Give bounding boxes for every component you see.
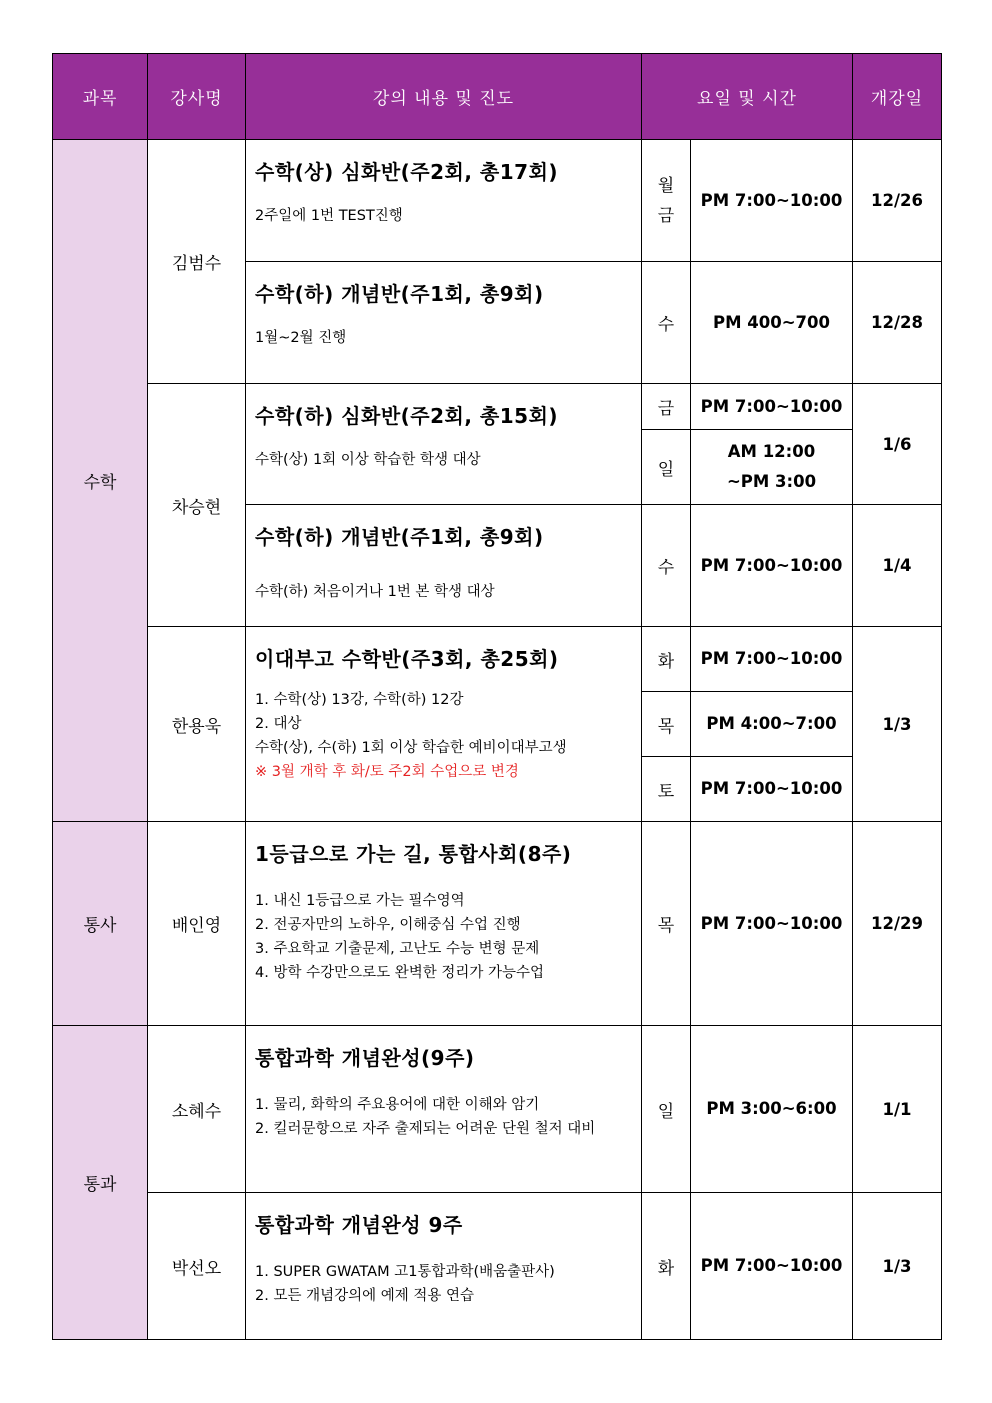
course-note: 수학(하) 처음이거나 1번 본 학생 대상 [255, 584, 495, 600]
course-notes [255, 1093, 633, 1141]
time-cell [691, 384, 853, 430]
course-notes [255, 204, 633, 228]
table-row [53, 627, 942, 692]
course-note: 1. 내신 1등급으로 가는 필수영역 [255, 893, 465, 909]
time-cell [691, 505, 853, 627]
day-label: 월 [657, 175, 675, 196]
course-note: 3. 주요학교 기출문제, 고난도 수능 변형 문제 [255, 941, 540, 957]
start-date-cell: 1/6 [853, 384, 942, 505]
day-cell: 금 [642, 384, 691, 430]
header-teacher: 강사명 [148, 54, 246, 140]
course-warning-note: ※ 3월 개학 후 화/토 주2회 수업으로 변경 [255, 764, 519, 780]
start-date-cell: 12/28 [853, 262, 942, 384]
time-label: PM 7:00~10:00 [700, 1256, 843, 1275]
course-note: 2. 킬러문항으로 자주 출제되는 어려운 단원 철저 대비 [255, 1121, 596, 1137]
course-title: 수학(하) 개념반(주1회, 총9회) [255, 525, 544, 549]
time-label: PM 4:00~7:00 [706, 714, 837, 733]
time-label: PM 7:00~10:00 [700, 913, 843, 933]
time-cell [691, 262, 853, 384]
course-cell [246, 822, 642, 1026]
course-note: 1. 수학(상) 13강, 수학(하) 12강 [255, 692, 464, 708]
course-note: 2. 전공자만의 노하우, 이해중심 수업 진행 [255, 917, 521, 933]
time-label: PM 3:00~6:00 [706, 1099, 837, 1118]
day-cell [642, 140, 691, 262]
time-label: ~PM 3:00 [726, 472, 817, 491]
header-content: 강의 내용 및 진도 [246, 54, 642, 140]
course-note: 1. SUPER GWATAM 고1통합과학(배움출판사) [255, 1264, 555, 1280]
day-cell: 목 [642, 822, 691, 1026]
course-notes [255, 688, 633, 784]
course-notes [255, 580, 633, 604]
schedule-table [52, 53, 942, 1340]
start-date-cell: 12/26 [853, 140, 942, 262]
course-title: 수학(상) 심화반(주2회, 총17회) [255, 160, 559, 184]
course-note: 1월~2월 진행 [255, 330, 347, 346]
course-cell [246, 384, 642, 505]
table-row [53, 140, 942, 262]
day-cell: 수 [642, 505, 691, 627]
teacher-cell: 소혜수 [148, 1026, 246, 1193]
day-cell: 화 [642, 1193, 691, 1340]
table-header-row [53, 54, 942, 140]
course-note: 4. 방학 수강만으로도 완벽한 정리가 가능수업 [255, 965, 545, 981]
subject-cell-science: 통과 [53, 1026, 148, 1340]
course-note: 수학(상), 수(하) 1회 이상 학습한 예비이대부고생 [255, 740, 567, 756]
day-cell: 수 [642, 262, 691, 384]
header-start-date: 개강일 [853, 54, 942, 140]
course-title: 1등급으로 가는 길, 통합사회(8주) [255, 842, 572, 866]
time-label: PM 7:00~10:00 [700, 555, 843, 575]
time-label: PM 7:00~10:00 [700, 396, 843, 416]
course-title: 통합과학 개념완성(9주) [255, 1046, 475, 1070]
teacher-cell: 한용욱 [148, 627, 246, 822]
course-note: 2. 대상 [255, 716, 302, 732]
course-cell [246, 140, 642, 262]
course-notes [255, 889, 633, 985]
time-cell [691, 757, 853, 822]
time-label: PM 7:00~10:00 [700, 649, 843, 668]
course-note: 2. 모든 개념강의에 예제 적용 연습 [255, 1288, 474, 1304]
day-cell: 일 [642, 430, 691, 505]
course-note: 1. 물리, 화학의 주요용어에 대한 이해와 암기 [255, 1097, 540, 1113]
course-notes [255, 326, 633, 350]
time-cell [691, 430, 853, 505]
teacher-cell: 박선오 [148, 1193, 246, 1340]
header-schedule: 요일 및 시간 [642, 54, 853, 140]
time-cell [691, 1193, 853, 1340]
time-label: PM 7:00~10:00 [700, 779, 843, 798]
course-title: 이대부고 수학반(주3회, 총25회) [255, 647, 559, 671]
start-date-cell: 1/4 [853, 505, 942, 627]
start-date-cell: 1/3 [853, 1193, 942, 1340]
teacher-cell: 차승현 [148, 384, 246, 627]
course-title: 통합과학 개념완성 9주 [255, 1213, 463, 1237]
course-cell [246, 262, 642, 384]
header-subject: 과목 [53, 54, 148, 140]
start-date-cell: 1/1 [853, 1026, 942, 1193]
course-notes [255, 1260, 633, 1308]
table-row [53, 1026, 942, 1193]
day-label: 금 [657, 205, 675, 226]
course-note: 수학(상) 1회 이상 학습한 학생 대상 [255, 452, 481, 468]
time-cell [691, 140, 853, 262]
time-cell [691, 627, 853, 692]
start-date-cell: 1/3 [853, 627, 942, 822]
course-cell [246, 627, 642, 822]
time-cell [691, 692, 853, 757]
course-cell [246, 505, 642, 627]
table-row [53, 822, 942, 1026]
course-title: 수학(하) 개념반(주1회, 총9회) [255, 282, 544, 306]
time-label: AM 12:00 [727, 442, 816, 461]
time-label: PM 7:00~10:00 [700, 190, 843, 210]
subject-cell-social: 통사 [53, 822, 148, 1026]
table-row [53, 1193, 942, 1340]
day-cell: 토 [642, 757, 691, 822]
day-cell: 화 [642, 627, 691, 692]
day-cell: 일 [642, 1026, 691, 1193]
teacher-cell: 김범수 [148, 140, 246, 384]
day-cell: 목 [642, 692, 691, 757]
subject-cell-math: 수학 [53, 140, 148, 822]
time-cell [691, 822, 853, 1026]
course-cell [246, 1193, 642, 1340]
course-title: 수학(하) 심화반(주2회, 총15회) [255, 404, 559, 428]
time-label: PM 400~700 [713, 312, 830, 332]
teacher-cell: 배인영 [148, 822, 246, 1026]
time-cell [691, 1026, 853, 1193]
table-row [53, 384, 942, 430]
course-cell [246, 1026, 642, 1193]
course-notes [255, 448, 633, 472]
course-note: 2주일에 1번 TEST진행 [255, 208, 403, 224]
start-date-cell: 12/29 [853, 822, 942, 1026]
